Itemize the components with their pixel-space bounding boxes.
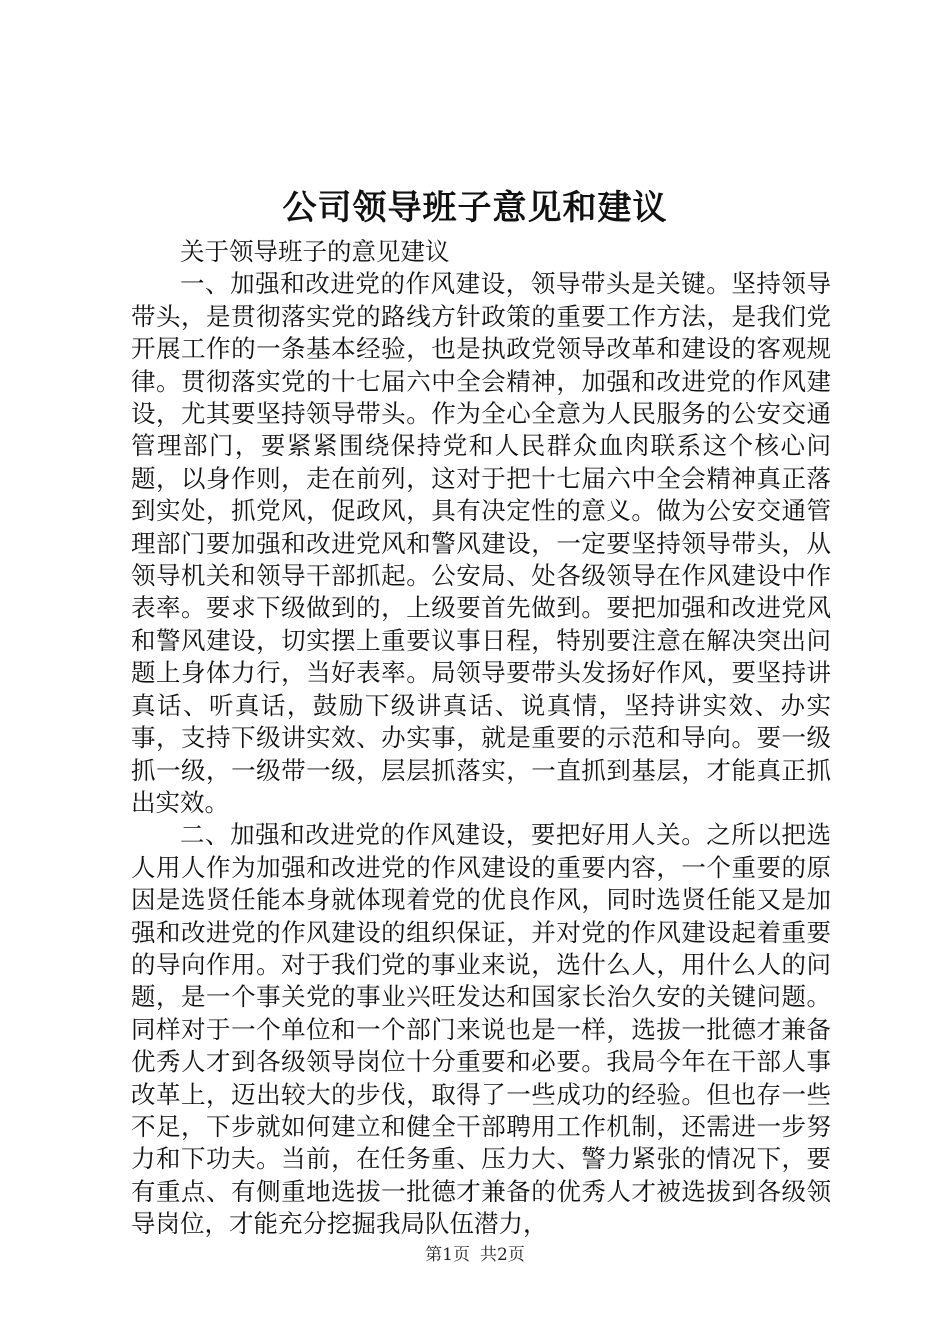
paragraph-section-2: 二、加强和改进党的作风建设，要把好用人关。之所以把选人用人作为加强和改进党的作风建设的重要内容，一个重要的原因是选贤任能本身就体现着党的优良作风，同时选贤任能又是加强和改进党的作风建设的组织保证，并对党的作风建设起着重要的导向作用。对于我们党的事业来说，选什么人，用什么人的问题，是一个事关党的事业兴旺发达和国家长治久安的关键问题。同样对于一个单位和一个部门来说也是一样，选拔一批德才兼备优秀人才到各级领导岗位十分重要和必要。我局今年在干部人事改革上，迈出较大的步伐，取得了一些成功的经验。但也存一些不足，下步就如何建立和健全干部聘用工作机制，还需进一步努力和下功夫。当前，在任务重、压力大、警力紧张的情况下，要有重点、有侧重地选拔一批德才兼备的优秀人才被选拔到各级领导岗位，才能充分挖掘我局队伍潜力， xyxy=(131,820,831,1239)
page-number-current: 第1页 xyxy=(425,1245,470,1265)
document-body xyxy=(131,236,831,1241)
document-title: 公司领导班子意见和建议 xyxy=(282,188,668,228)
paragraph-subtitle: 关于领导班子的意见建议 xyxy=(180,237,450,266)
page-footer xyxy=(0,1243,950,1267)
paragraph-section-1: 一、加强和改进党的作风建设，领导带头是关键。坚持领导带头，是贯彻落实党的路线方针政策的重要工作方法，是我们党开展工作的一条基本经验，也是执政党领导改革和建设的客观规律。贯彻落实党的十七届六中全会精神，加强和改进党的作风建设，尤其要坚持领导带头。作为全心全意为人民服务的公安交通管理部门，要紧紧围绕保持党和人民群众血肉联系这个核心问题，以身作则，走在前列，这对于把十七届六中全会精神真正落到实处，抓党风，促政风，具有决定性的意义。做为公安交通管理部门要加强和改进党风和警风建设，一定要坚持领导带头，从领导机关和领导干部抓起。公安局、处各级领导在作风建设中作表率。要求下级做到的，上级要首先做到。要把加强和改进党风和警风建设，切实摆上重要议事日程，特别要注意在解决突出问题上身体力行，当好表率。局领导要带头发扬好作风，要坚持讲真话、听真话，鼓励下级讲真话、说真情，坚持讲实效、办实事，支持下级讲实效、办实事，就是重要的示范和导向。要一级抓一级，一级带一级，层层抓落实，一直抓到基层，才能真正抓出实效。 xyxy=(131,269,831,817)
page-number-total: 共2页 xyxy=(480,1245,525,1265)
